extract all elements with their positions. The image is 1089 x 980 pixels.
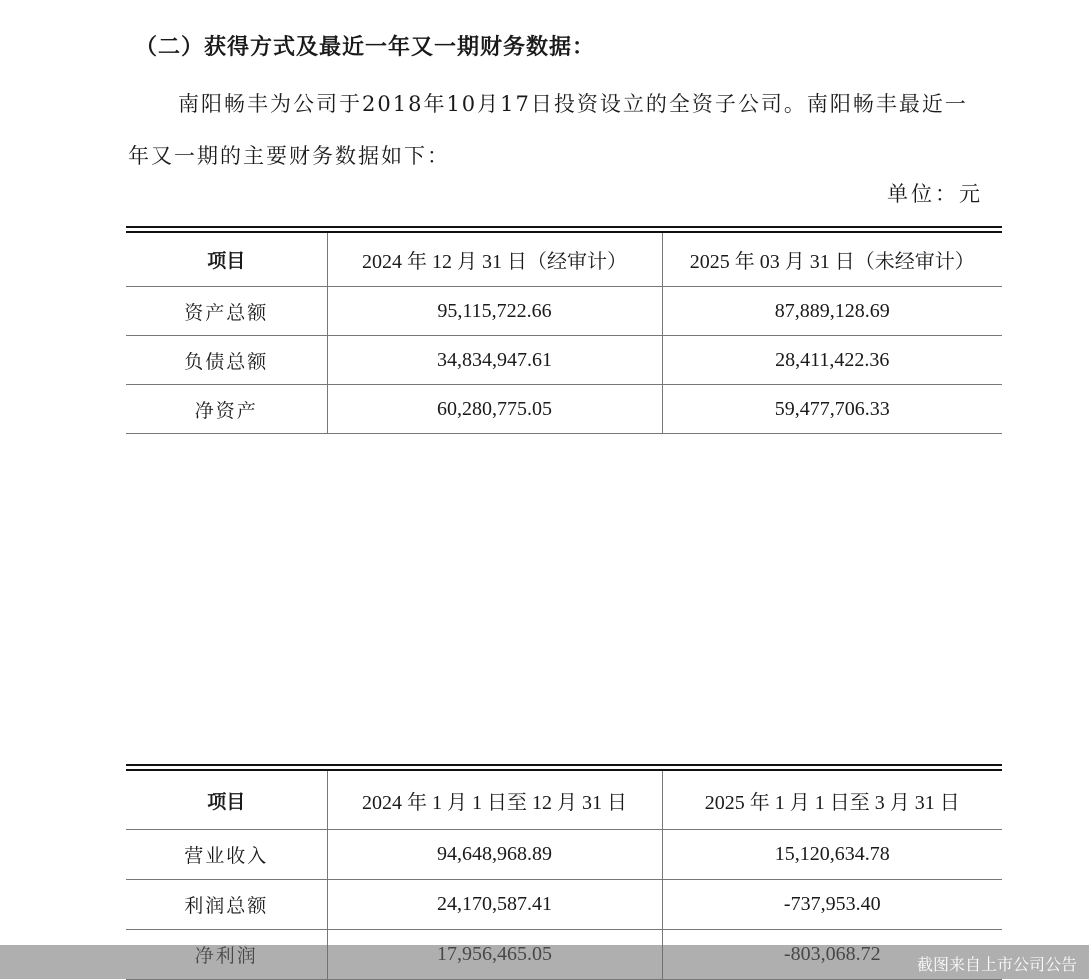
- row-label-total-assets: 资产总额: [126, 287, 327, 336]
- header-period-1: 2024 年 1 月 1 日至 12 月 31 日: [327, 768, 662, 830]
- table-row: [126, 336, 1002, 385]
- table-header-row: [126, 230, 1002, 287]
- cell-value: 24,170,587.41: [327, 880, 662, 930]
- header-period-2: 2025 年 1 月 1 日至 3 月 31 日: [662, 768, 1002, 830]
- row-label-total-liabilities: 负债总额: [126, 336, 327, 385]
- header-period-2: 2025 年 03 月 31 日（未经审计）: [662, 230, 1002, 287]
- unit-label: 单位：元: [887, 182, 983, 206]
- source-watermark: 截图来自上市公司公告: [916, 955, 1077, 974]
- row-label-net-assets: 净资产: [126, 385, 327, 434]
- table-row: [126, 385, 1002, 434]
- cell-value: 95,115,722.66: [327, 287, 662, 336]
- row-label-total-profit: 利润总额: [126, 880, 327, 930]
- table-row: [126, 287, 1002, 336]
- cell-value: 59,477,706.33: [662, 385, 1002, 434]
- row-label-revenue: 营业收入: [126, 830, 327, 880]
- cell-value: -737,953.40: [662, 880, 1002, 930]
- cell-value: 87,889,128.69: [662, 287, 1002, 336]
- intro-paragraph: [128, 78, 988, 182]
- table-row: [126, 880, 1002, 930]
- table-row: [126, 830, 1002, 880]
- cell-value: 94,648,968.89: [327, 830, 662, 880]
- cell-value: 34,834,947.61: [327, 336, 662, 385]
- intro-text: 南阳畅丰为公司于2018年10月17日投资设立的全资子公司。南阳畅丰最近一年又一期的主要财务数据如下：: [128, 92, 968, 168]
- header-item: 项目: [126, 768, 327, 830]
- cell-value: 60,280,775.05: [327, 385, 662, 434]
- cell-value: 15,120,634.78: [662, 830, 1002, 880]
- header-period-1: 2024 年 12 月 31 日（经审计）: [327, 230, 662, 287]
- section-heading: （二）获得方式及最近一年又一期财务数据：: [135, 35, 596, 60]
- table-header-row: [126, 768, 1002, 830]
- header-item: 项目: [126, 230, 327, 287]
- balance-sheet-table: [126, 226, 1002, 434]
- cell-value: 28,411,422.36: [662, 336, 1002, 385]
